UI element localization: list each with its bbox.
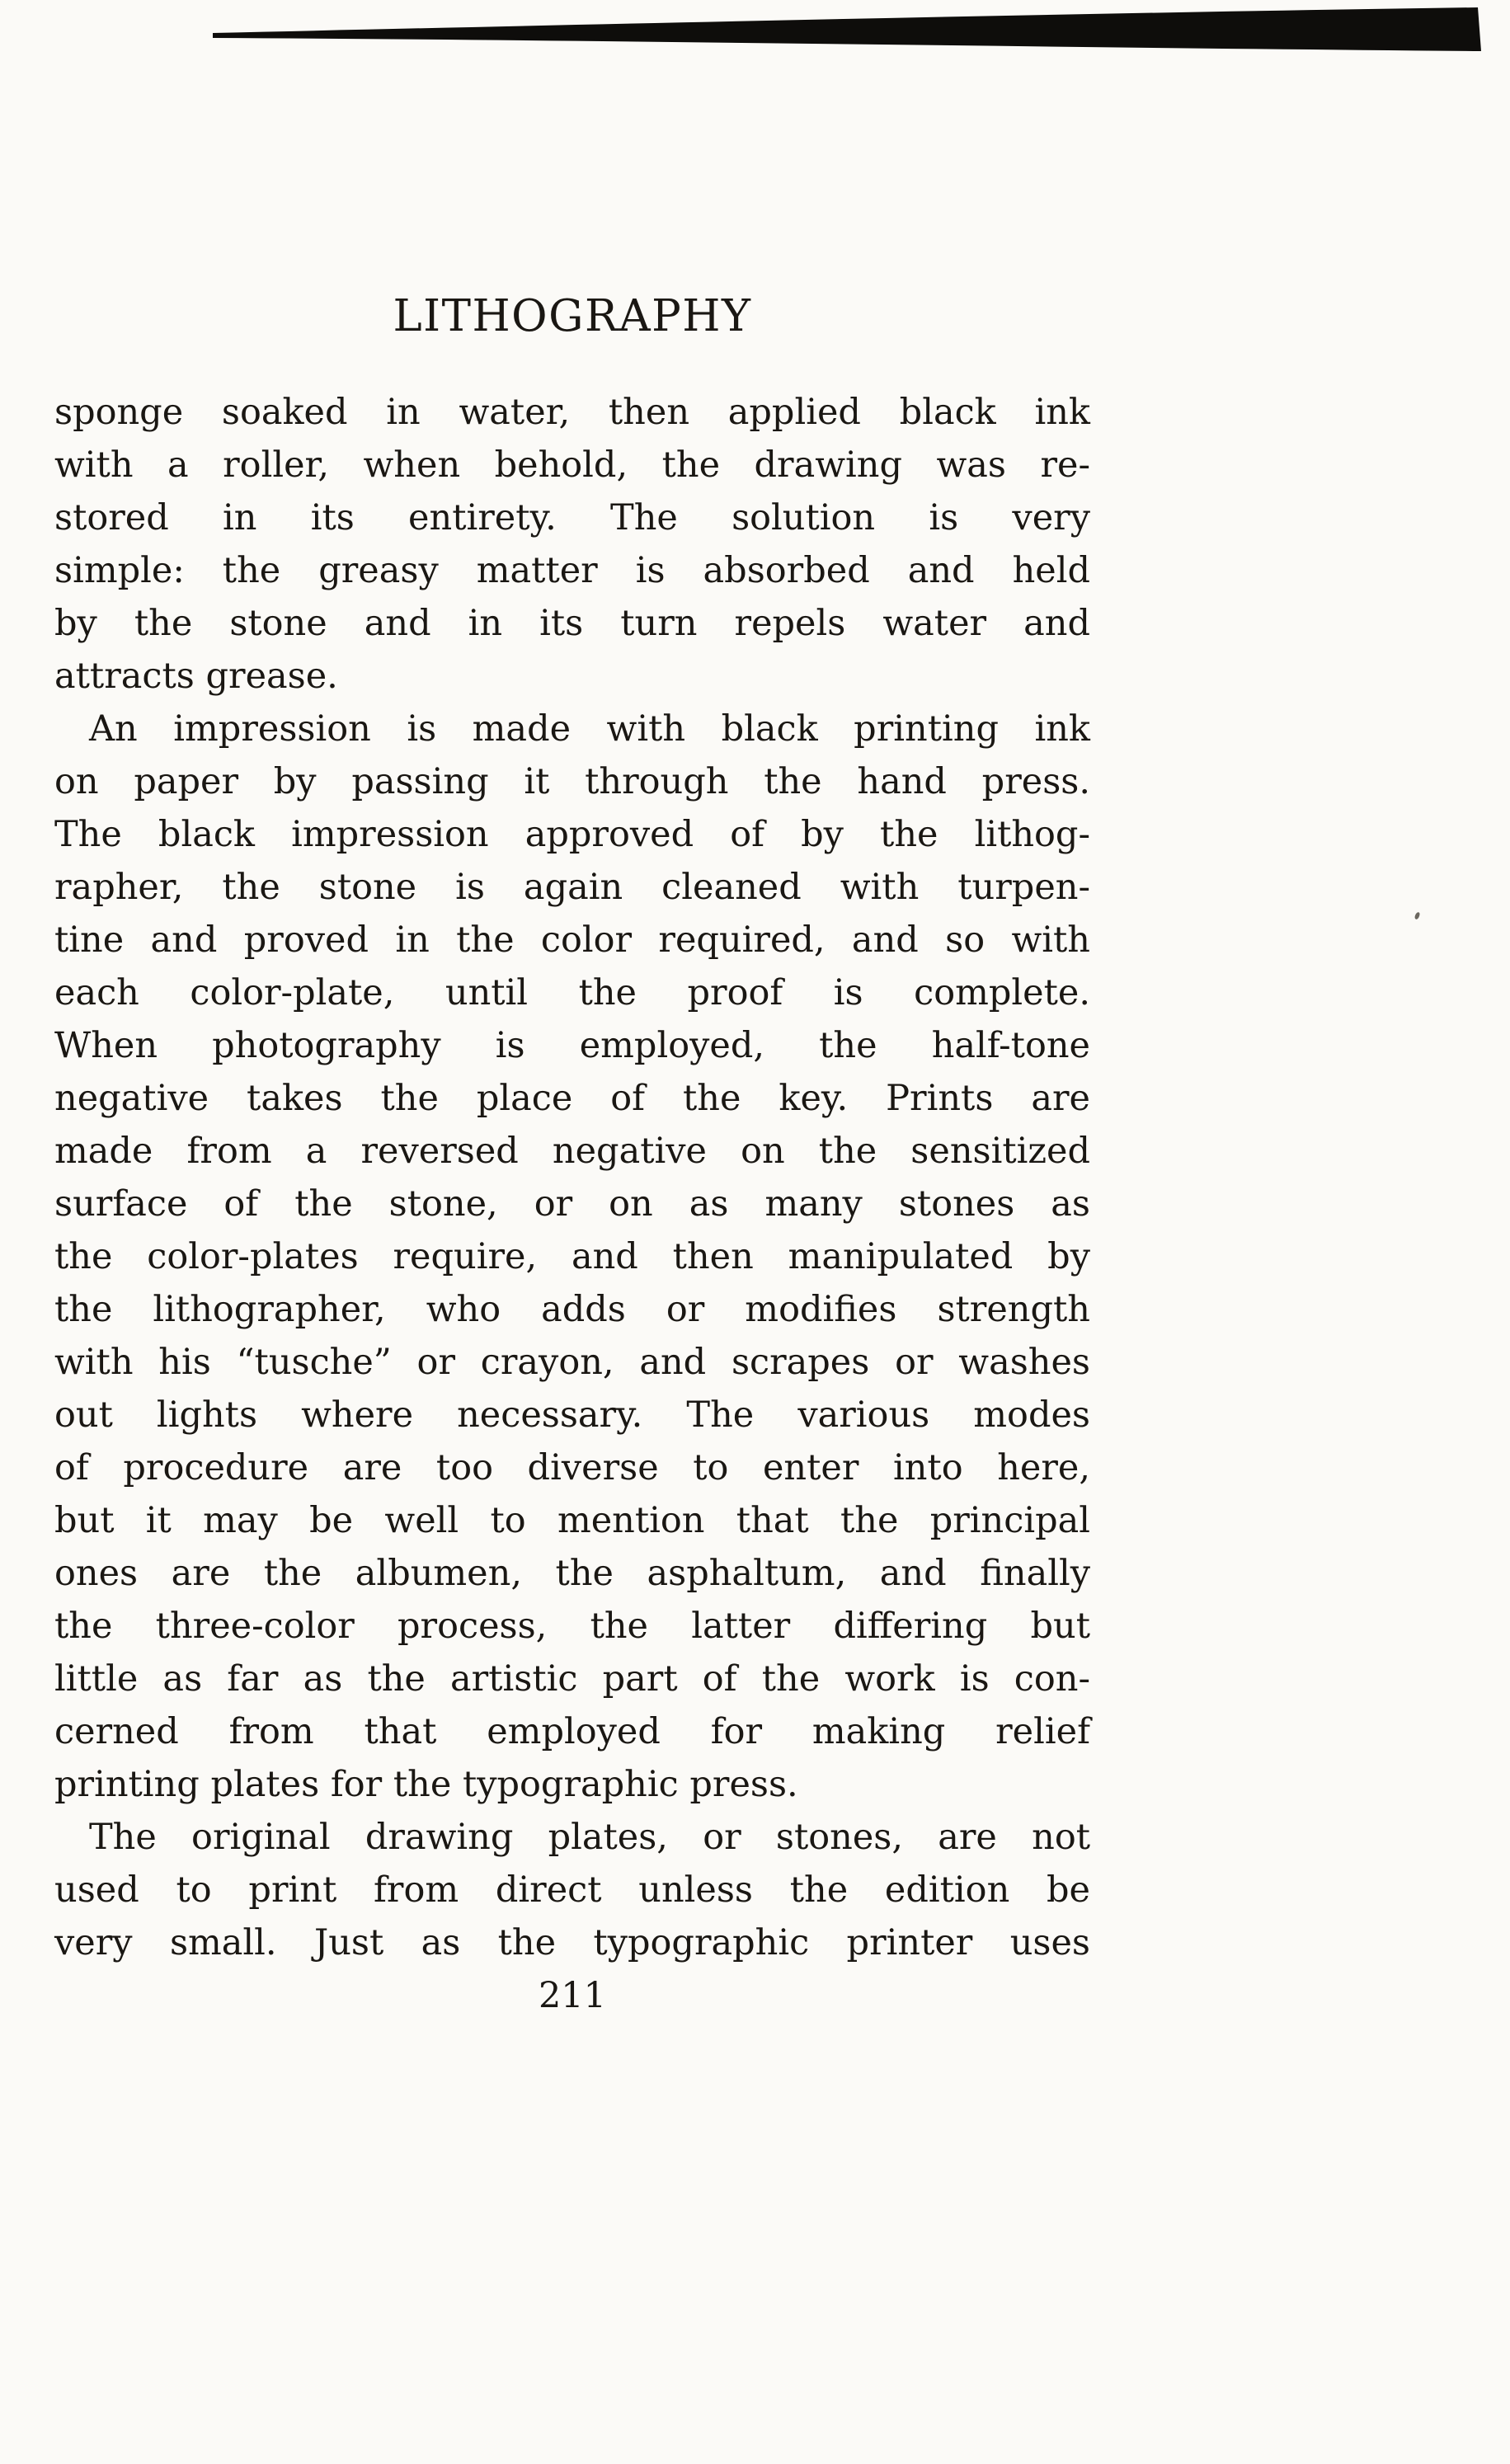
- text-line: printing plates for the typographic press.: [54, 1764, 798, 1805]
- text-line: of procedure are too diverse to enter into here,: [54, 1447, 1090, 1488]
- scan-edge-artifact: [0, 0, 1510, 74]
- text-line: stored in its entirety. The solution is very: [54, 497, 1090, 538]
- text-line: made from a reversed negative on the sensitized: [54, 1131, 1090, 1172]
- text-line: When photography is employed, the half-tone: [54, 1025, 1090, 1066]
- text-line: little as far as the artistic part of the work is con-: [54, 1658, 1090, 1700]
- text-line: sponge soaked in water, then applied black ink: [54, 392, 1090, 433]
- scan-speck: [1414, 911, 1421, 919]
- text-line: tine and proved in the color required, and so with: [54, 919, 1090, 961]
- text-line: the lithographer, who adds or modifies strength: [54, 1289, 1090, 1330]
- text-line: with a roller, when behold, the drawing was re-: [54, 444, 1090, 486]
- paragraph: [54, 386, 1090, 703]
- text-line: surface of the stone, or on as many stones as: [54, 1183, 1090, 1225]
- text-line: attracts grease.: [54, 656, 338, 697]
- text-line: very small. Just as the typographic printer uses: [54, 1922, 1090, 1963]
- paragraph: [54, 1811, 1090, 1969]
- text-line: simple: the greasy matter is absorbed and held: [54, 550, 1090, 591]
- text-line: The original drawing plates, or stones, are not: [89, 1817, 1090, 1858]
- text-line: out lights where necessary. The various modes: [54, 1394, 1090, 1436]
- text-line: with his “tusche” or crayon, and scrapes or washes: [54, 1342, 1090, 1383]
- text-line: used to print from direct unless the edition be: [54, 1869, 1090, 1911]
- text-line: each color-plate, until the proof is complete.: [54, 972, 1090, 1013]
- text-line: negative takes the place of the key. Prints are: [54, 1078, 1090, 1119]
- text-line: ones are the albumen, the asphaltum, and finally: [54, 1553, 1090, 1594]
- text-line: by the stone and in its turn repels water and: [54, 603, 1090, 644]
- text-line: The black impression approved of by the lithog-: [54, 814, 1090, 855]
- page-title: LITHOGRAPHY: [393, 291, 752, 341]
- text-line: the color-plates require, and then manipulated by: [54, 1236, 1090, 1277]
- text-line: the three-color process, the latter differing but: [54, 1606, 1090, 1647]
- text-column: [54, 290, 1090, 2022]
- text-line: but it may be well to mention that the principal: [54, 1500, 1090, 1541]
- paragraph: [54, 703, 1090, 1811]
- page-number: 211: [538, 1975, 607, 2016]
- text-line: rapher, the stone is again cleaned with turpen-: [54, 867, 1090, 908]
- text-line: cerned from that employed for making relief: [54, 1711, 1090, 1752]
- text-body: [54, 386, 1090, 1969]
- text-line: on paper by passing it through the hand press.: [54, 761, 1090, 802]
- text-line: An impression is made with black printing ink: [89, 708, 1090, 750]
